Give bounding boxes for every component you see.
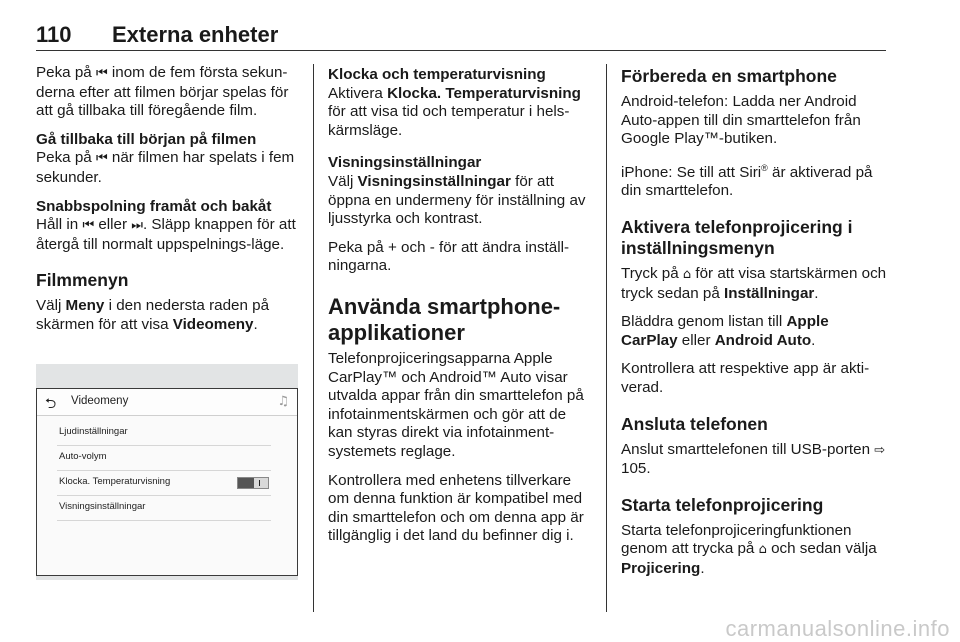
menu-item: Visningsinställningar xyxy=(57,496,271,521)
paragraph: Anslut smarttelefonen till USB-porten ⇨ 105. xyxy=(621,440,886,478)
section-heading: Använda smartphone-applikationer xyxy=(328,293,561,345)
section-heading: Starta telefonprojicering xyxy=(621,494,824,515)
column-1 xyxy=(36,64,298,345)
screen-frame xyxy=(36,388,298,576)
paragraph: Telefonprojiceringsapparna Apple CarPlay™ och Android™ Auto visar utvalda appar från din smarttelefon på infotainmentskärmen och gör att de kan styras direkt via infotainment-systemets reglage. xyxy=(328,349,584,460)
back-icon: ⮌ xyxy=(45,396,57,412)
skip-back-icon: ⏮ xyxy=(82,218,95,234)
toggle-switch xyxy=(237,477,269,489)
skip-back-icon: ⏮ xyxy=(95,66,108,81)
paragraph: Bläddra genom listan till Apple CarPlay eller Android Auto. xyxy=(621,313,829,349)
paragraph: Kontrollera att respektive app är akti-verad. xyxy=(621,360,870,396)
section-heading: Ansluta telefonen xyxy=(621,413,768,434)
page-title: Externa enheter xyxy=(112,22,279,47)
column-divider xyxy=(606,64,607,612)
video-menu-screenshot xyxy=(36,364,298,580)
header-rule xyxy=(36,50,886,51)
paragraph: Starta telefonprojiceringfunktionen genom att trycka på ⌂ och sedan välja Projicering. xyxy=(621,521,877,577)
menu-item: Auto-volym xyxy=(57,446,271,471)
paragraph: Aktivera Klocka. Temperaturvisning för att visa tid och temperatur i hels-kärmsläge. xyxy=(328,84,581,139)
subheading: Visningsinställningar xyxy=(328,154,482,172)
paragraph: Peka på + och - för att ändra inställ-ningarna. xyxy=(328,238,570,275)
column-divider xyxy=(313,64,314,612)
skip-back-icon: ⏮ xyxy=(95,151,108,167)
menu-item: Klocka. Temperaturvisning xyxy=(57,471,271,496)
column-3 xyxy=(621,64,887,589)
section-heading: Aktivera telefonprojicering i inställningsmenyn xyxy=(621,217,853,259)
menu-item: Ljudinställningar xyxy=(57,421,271,446)
paragraph: Håll in ⏮ eller ⏭. Släpp knappen för att återgå till normalt uppspelnings-läge. xyxy=(36,216,296,253)
paragraph: Välj Meny i den nedersta raden på skärmen för att visa Videomeny. xyxy=(36,297,270,333)
paragraph: Peka på ⏮ när filmen har spelats i fem sekunder. xyxy=(36,149,295,186)
paragraph: Android-telefon: Ladda ner Android Auto-appen till din smarttelefon från Google Play™-butiken. xyxy=(621,93,861,148)
paragraph: Peka på ⏮ inom de fem första sekun-derna efter att filmen börjar spelas för att gå tillbaka till föregående film. xyxy=(36,64,289,120)
home-icon: ⌂ xyxy=(758,542,767,558)
paragraph: Tryck på ⌂ för att visa startskärmen och tryck sedan på Inställningar. xyxy=(621,265,887,302)
footer xyxy=(0,612,960,642)
section-heading: Förbereda en smartphone xyxy=(621,66,837,86)
screen-title-bar xyxy=(37,389,297,416)
paragraph: Välj Visningsinställningar för att öppna en undermeny för inställning av ljusstyrka och kontrast. xyxy=(328,172,586,228)
section-heading: Filmmenyn xyxy=(36,270,129,291)
watermark: carmanualsonline.info xyxy=(725,616,950,641)
paragraph: iPhone: Se till att Siri® är aktiverad på din smarttelefon. xyxy=(621,162,873,200)
page-header xyxy=(36,22,886,50)
subheading: Snabbspolning framåt och bakåt xyxy=(36,197,272,215)
home-icon: ⌂ xyxy=(682,267,692,283)
paragraph: Kontrollera med enhetens tillverkare om denna funktion är kompatibel med din smarttelefon och om denna app är tillgänglig i det land du befinner dig i. xyxy=(328,471,584,545)
page-number: 110 xyxy=(36,22,72,47)
subheading: Klocka och temperaturvisning xyxy=(328,66,546,83)
column-2 xyxy=(328,64,590,556)
skip-forward-icon: ⏭ xyxy=(131,218,143,234)
music-note-icon: ♫ xyxy=(277,394,289,409)
page-reference-icon: ⇨ xyxy=(874,442,886,458)
screen-title: Videomeny xyxy=(71,395,129,407)
subheading: Gå tillbaka till början på filmen xyxy=(36,130,257,148)
